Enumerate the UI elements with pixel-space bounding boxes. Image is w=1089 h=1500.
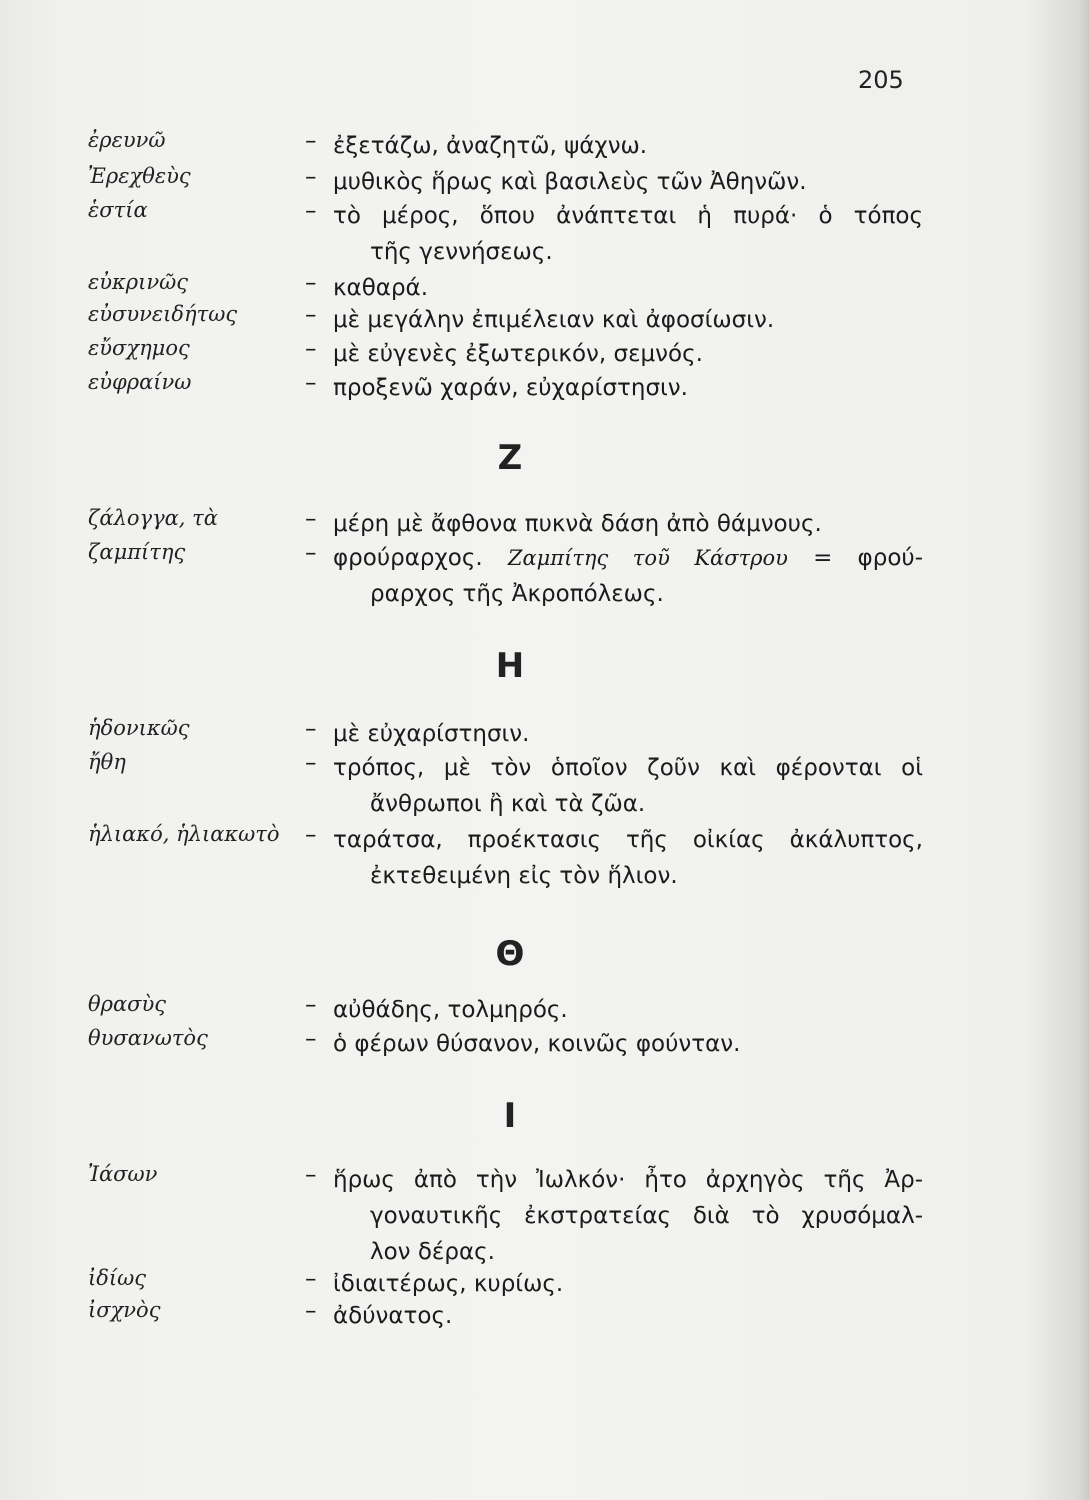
entry-term: ἐρευνῶ xyxy=(88,128,166,152)
entry-term: εὐκρινῶς xyxy=(88,270,189,294)
entry-dash: – xyxy=(305,1026,317,1052)
entry-term: θρασὺς xyxy=(88,992,167,1016)
entry-definition: προξενῶ χαράν, εὐχαρίστησιν. xyxy=(333,375,688,401)
entry-dash: – xyxy=(305,750,317,776)
entry-definition: αὐθάδης, τολμηρός. xyxy=(333,997,568,1023)
entry-definition-line: ταράτσα, προέκτασις τῆς οἰκίας ἀκάλυπτος, xyxy=(333,827,923,853)
entry-term: Ἰάσων xyxy=(88,1162,158,1186)
entry-dash: – xyxy=(305,822,317,848)
entry-term: ζαμπίτης xyxy=(88,540,186,564)
entry-dash: – xyxy=(305,716,317,742)
entry-definition-line xyxy=(333,540,923,576)
entry-definition-continuation: γοναυτικῆς ἐκστρατείας διὰ τὸ χρυσόμαλ- xyxy=(370,1203,923,1229)
entry-dash: – xyxy=(305,164,317,190)
entry-definition-line: ἥρως ἀπὸ τὴν Ἰωλκόν· ἦτο ἀρχηγὸς τῆς Ἀρ- xyxy=(333,1167,923,1193)
entry-term: ἤθη xyxy=(88,750,126,774)
entry-dash: – xyxy=(305,506,317,532)
entry-definition xyxy=(333,822,923,894)
entry-dash: – xyxy=(305,1298,317,1324)
section-letter-z: Ζ xyxy=(497,438,523,478)
entry-term: ἡλιακό, ἡλιακωτὸ xyxy=(88,822,280,846)
entry-definition-continuation: ἐκτεθειμένη εἰς τὸν ἥλιον. xyxy=(370,863,678,889)
entry-definition: ἐξετάζω, ἀναζητῶ, ψάχνω. xyxy=(333,133,648,159)
entry-dash: – xyxy=(305,1266,317,1292)
entry-definition-continuation: λον δέρας. xyxy=(370,1239,495,1265)
section-letter-iota: Ι xyxy=(503,1096,517,1136)
entry-definition-text: = φρού- xyxy=(813,545,923,571)
entry-definition: ὁ φέρων θύσανον, κοινῶς φούνταν. xyxy=(333,1031,741,1057)
entry-definition-continuation: ἄνθρωποι ἢ καὶ τὰ ζῶα. xyxy=(370,791,646,817)
entry-definition-line: τρόπος, μὲ τὸν ὁποῖον ζοῦν καὶ φέρονται οἱ xyxy=(333,755,923,781)
entry-definition: μὲ μεγάλην ἐπιμέλειαν καὶ ἀφοσίωσιν. xyxy=(333,307,775,333)
entry-term: εὔσχημος xyxy=(88,336,190,360)
entry-term: εὐσυνειδήτως xyxy=(88,302,238,326)
section-letter-theta: Θ xyxy=(495,934,525,974)
entry-dash: – xyxy=(305,336,317,362)
entry-definition: ἀδύνατος. xyxy=(333,1303,453,1329)
entry-term: εὐφραίνω xyxy=(88,370,192,394)
entry-definition xyxy=(333,198,923,270)
entry-term: Ἐρεχθεὺς xyxy=(88,164,191,188)
entry-dash: – xyxy=(305,128,317,154)
entry-term: θυσανωτὸς xyxy=(88,1026,208,1050)
entry-term: ζάλογγα, τὰ xyxy=(88,506,218,530)
section-letter-h: Η xyxy=(495,646,525,686)
entry-definition: ἰδιαιτέρως, κυρίως. xyxy=(333,1271,564,1297)
entry-definition: μὲ εὐγενὲς ἐξωτερικόν, σεμνός. xyxy=(333,341,703,367)
entry-term: ἑστία xyxy=(88,198,148,222)
entry-definition xyxy=(333,540,923,612)
entry-dash: – xyxy=(305,302,317,328)
entry-dash: – xyxy=(305,540,317,566)
entry-definition-line: τὸ μέρος, ὅπου ἀνάπτεται ἡ πυρά· ὁ τόπος xyxy=(333,203,923,229)
page-number: 205 xyxy=(858,66,904,94)
entry-definition: μὲ εὐχαρίστησιν. xyxy=(333,721,530,747)
entry-dash: – xyxy=(305,370,317,396)
entry-definition: μυθικὸς ἥρως καὶ βασιλεὺς τῶν Ἀθηνῶν. xyxy=(333,169,807,195)
entry-definition: καθαρά. xyxy=(333,275,429,301)
entry-definition-continuation: ραρχος τῆς Ἀκροπόλεως. xyxy=(370,581,664,607)
entry-definition-text: φρούραρχος. xyxy=(333,545,483,571)
entry-dash: – xyxy=(305,1162,317,1188)
entry-definition xyxy=(333,1162,923,1270)
entry-dash: – xyxy=(305,992,317,1018)
entry-definition: μέρη μὲ ἄφθονα πυκνὰ δάση ἀπὸ θάμνους. xyxy=(333,511,822,537)
entry-definition xyxy=(333,750,923,822)
entry-term: ἡδονικῶς xyxy=(88,716,190,740)
entry-term: ἰσχνὸς xyxy=(88,1298,161,1322)
entry-definition-continuation: τῆς γεννήσεως. xyxy=(370,239,553,265)
entry-term: ἰδίως xyxy=(88,1266,146,1290)
entry-dash: – xyxy=(305,198,317,224)
entry-definition-italic: Ζαμπίτης τοῦ Κάστρου xyxy=(507,546,788,570)
entry-dash: – xyxy=(305,270,317,296)
